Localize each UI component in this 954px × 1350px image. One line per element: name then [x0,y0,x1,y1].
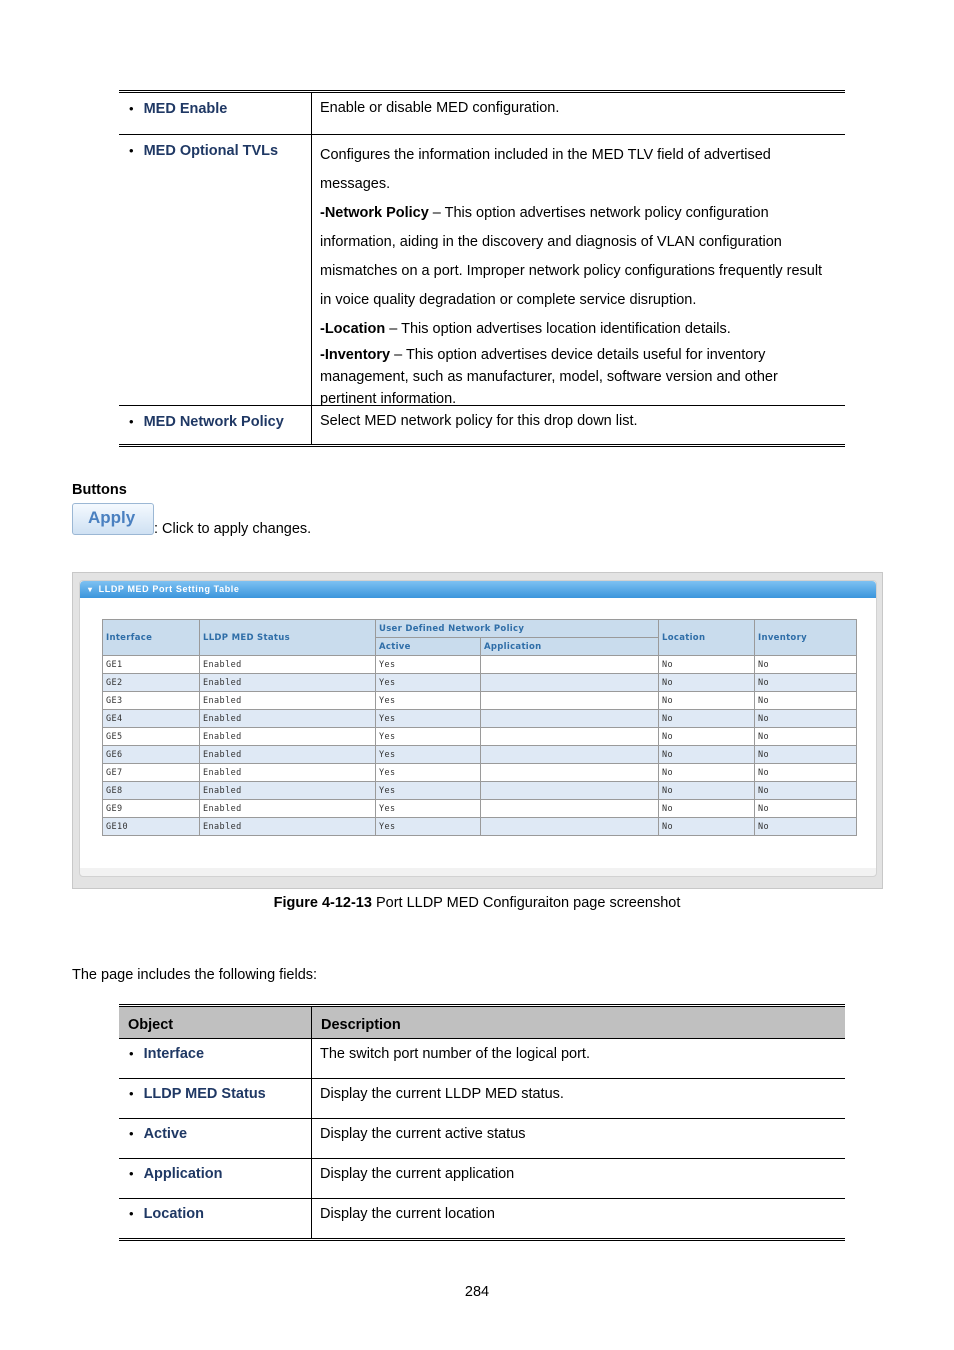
table-row [103,674,857,692]
header-location: Location [659,620,755,656]
apply-button[interactable]: Apply [72,503,154,535]
table-row [119,93,845,135]
header-interface: Interface [103,620,200,656]
description-cell: Enable or disable MED configuration. [320,100,560,116]
description-cell: Select MED network policy for this drop down list. [320,413,638,429]
description-cell: Display the current active status [320,1126,526,1142]
header-lldp-med-status: LLDP MED Status [200,620,376,656]
lldp-med-panel [79,580,877,877]
cell-location: No [659,818,755,836]
object-cell: • MED Enable [119,93,312,134]
buttons-heading: Buttons [72,482,127,498]
table-row [103,656,857,674]
cell-status: Enabled [200,800,376,818]
cell-location: No [659,746,755,764]
object-cell: • Application [119,1159,312,1198]
header-object: Object [119,1007,312,1038]
cell-location: No [659,674,755,692]
description-cell: Display the current LLDP MED status. [320,1086,564,1102]
table-header [119,1007,845,1039]
cell-interface: GE8 [103,782,200,800]
tlv-intro: Configures the information included in the MED TLV field of advertised messages. [320,147,771,192]
cell-location: No [659,728,755,746]
cell-location: No [659,764,755,782]
cell-active: Yes [376,782,481,800]
cell-interface: GE6 [103,746,200,764]
table-row [103,710,857,728]
cell-interface: GE2 [103,674,200,692]
table-row [119,1039,845,1079]
table-row [103,728,857,746]
cell-application [481,728,659,746]
cell-interface: GE1 [103,656,200,674]
cell-active: Yes [376,764,481,782]
object-cell: • MED Optional TVLs [119,135,312,405]
header-application: Application [481,638,659,656]
apply-description: : Click to apply changes. [154,521,312,537]
table-row [119,1199,845,1238]
description-cell: Display the current application [320,1166,515,1182]
page-number: 284 [464,1284,490,1300]
table-row [119,1119,845,1159]
panel-body [80,598,876,868]
cell-status: Enabled [200,692,376,710]
cell-active: Yes [376,800,481,818]
cell-location: No [659,782,755,800]
cell-application [481,692,659,710]
cell-application [481,818,659,836]
table-row [119,135,845,406]
cell-active: Yes [376,728,481,746]
table-row [103,746,857,764]
description-cell [312,135,845,405]
table-row [103,764,857,782]
cell-location: No [659,692,755,710]
intro-text: The page includes the following fields: [72,967,318,983]
cell-application [481,764,659,782]
object-cell: • Location [119,1199,312,1238]
header-active: Active [376,638,481,656]
cell-inventory: No [755,728,857,746]
cell-interface: GE9 [103,800,200,818]
cell-application [481,710,659,728]
cell-inventory: No [755,656,857,674]
cell-interface: GE5 [103,728,200,746]
description-cell: The switch port number of the logical port. [320,1046,590,1062]
cell-inventory: No [755,818,857,836]
location-desc: -Location – This option advertises location identification details. [320,321,731,337]
table-row [119,1079,845,1119]
header-user-defined-network-policy: User Defined Network Policy [376,620,659,638]
inventory-desc: -Inventory – This option advertises device details useful for inventory management, such as manufacturer, model, software version and other pertinent information. [320,347,778,407]
table-row [103,800,857,818]
object-description-table-bottom [119,1004,845,1241]
figure-caption: Figure 4-12-13 Port LLDP MED Configuraiton page screenshot [273,895,681,911]
table-row [103,818,857,836]
cell-interface: GE3 [103,692,200,710]
cell-active: Yes [376,656,481,674]
header-inventory: Inventory [755,620,857,656]
cell-inventory: No [755,800,857,818]
cell-location: No [659,710,755,728]
cell-inventory: No [755,782,857,800]
lldp-med-port-table [102,619,857,836]
object-cell: • LLDP MED Status [119,1079,312,1118]
cell-active: Yes [376,818,481,836]
cell-location: No [659,800,755,818]
panel-title[interactable]: ▾ LLDP MED Port Setting Table [80,581,876,598]
cell-status: Enabled [200,782,376,800]
object-cell: • MED Network Policy [119,406,312,444]
cell-status: Enabled [200,764,376,782]
cell-interface: GE7 [103,764,200,782]
cell-application [481,800,659,818]
cell-active: Yes [376,746,481,764]
cell-inventory: No [755,710,857,728]
cell-status: Enabled [200,710,376,728]
cell-application [481,674,659,692]
cell-interface: GE10 [103,818,200,836]
table-row [103,692,857,710]
cell-status: Enabled [200,656,376,674]
network-policy-desc: -Network Policy – This option advertises network policy configuration information, aiding in the discovery and diagnosis of VLAN configuration mismatches on a port. Improper network policy configurations frequently result in voice quality degradation or complete service disruption. [320,205,823,308]
cell-status: Enabled [200,728,376,746]
header-description: Description [321,1017,401,1033]
table-row [103,782,857,800]
object-description-table-top [119,90,845,447]
cell-active: Yes [376,692,481,710]
cell-active: Yes [376,710,481,728]
cell-application [481,782,659,800]
lldp-med-screenshot [72,572,883,889]
table-row [119,1159,845,1199]
cell-application [481,746,659,764]
cell-inventory: No [755,692,857,710]
cell-status: Enabled [200,674,376,692]
cell-inventory: No [755,764,857,782]
object-cell: • Active [119,1119,312,1158]
cell-active: Yes [376,674,481,692]
description-cell: Display the current location [320,1206,495,1222]
object-cell: • Interface [119,1039,312,1078]
cell-inventory: No [755,674,857,692]
cell-interface: GE4 [103,710,200,728]
cell-status: Enabled [200,818,376,836]
cell-application [481,656,659,674]
cell-inventory: No [755,746,857,764]
cell-location: No [659,656,755,674]
table-body [103,656,857,836]
cell-status: Enabled [200,746,376,764]
table-row [119,406,845,444]
